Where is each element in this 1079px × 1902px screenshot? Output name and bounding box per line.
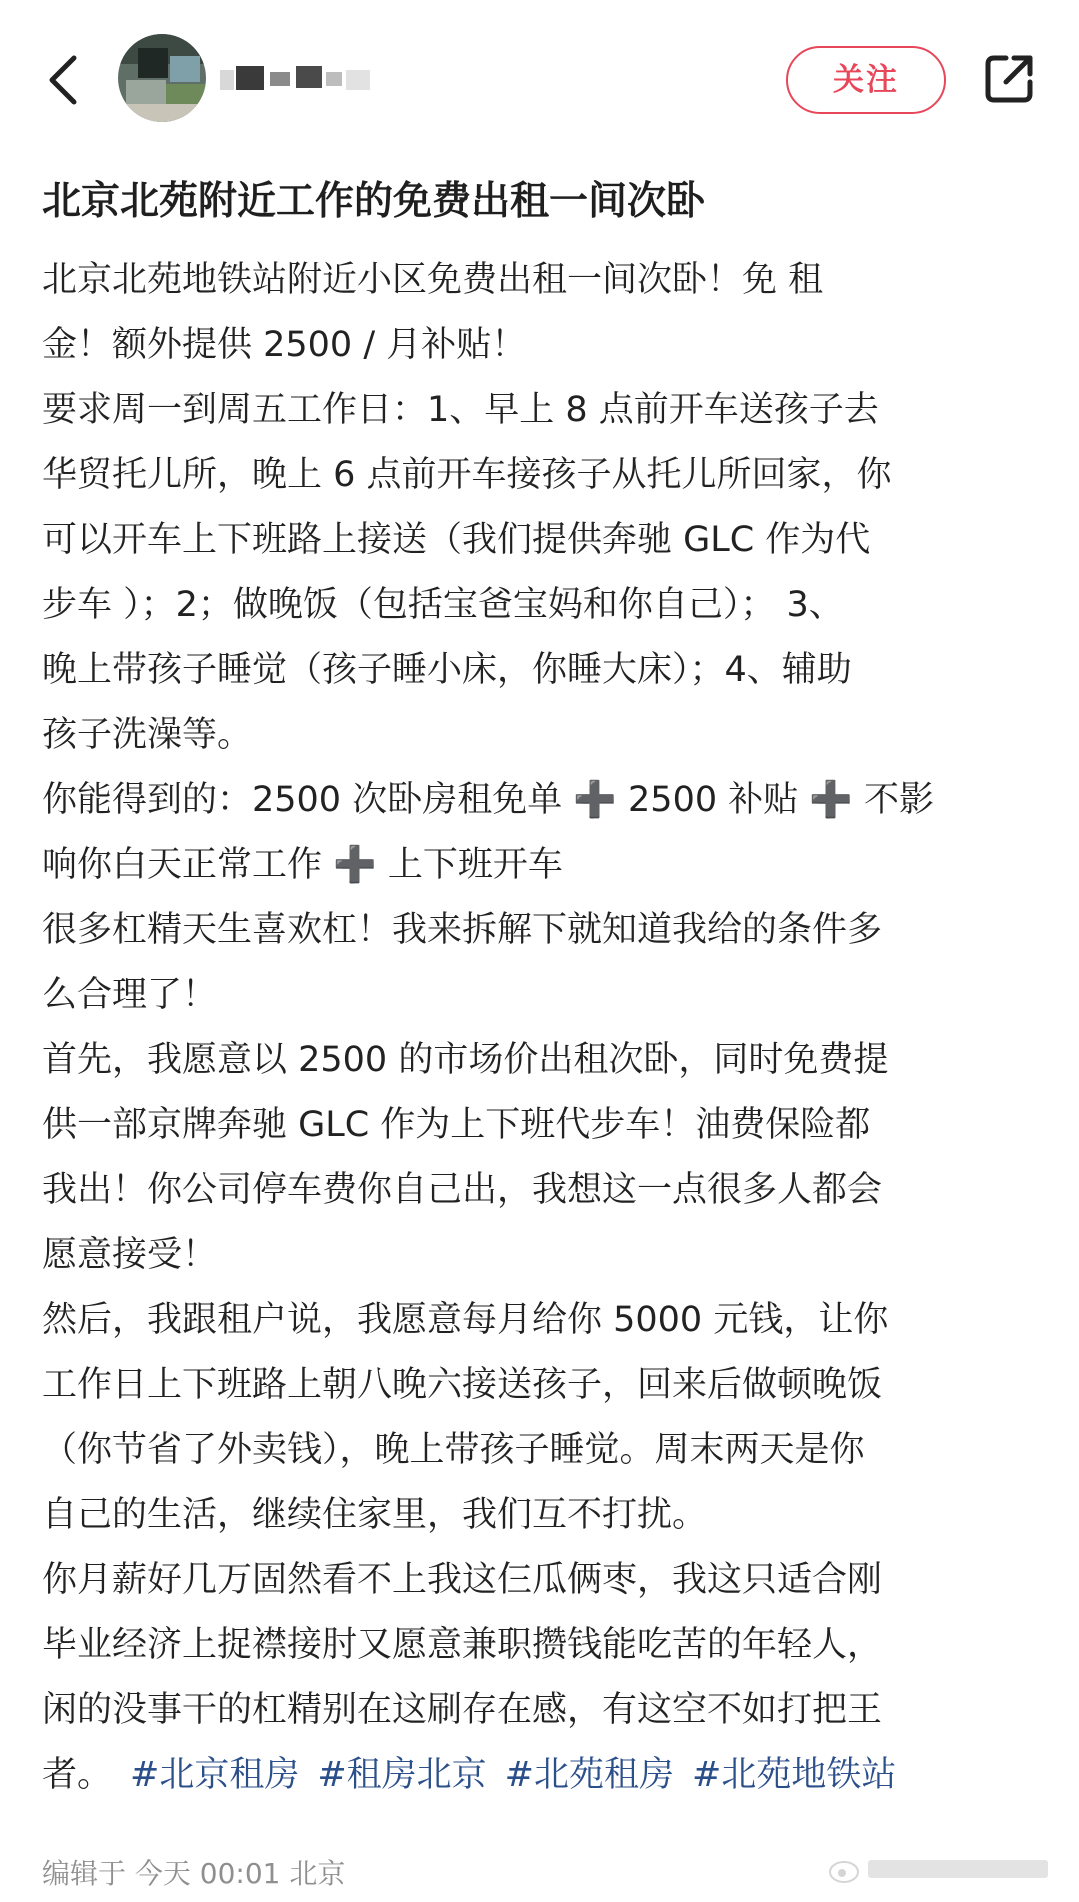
body-line: 晚上带孩子睡觉（孩子睡小床，你睡大床）；4、辅助 xyxy=(42,650,852,690)
body-line-last xyxy=(42,1743,1042,1808)
body-line: 闲的没事干的杠精别在这刷存在感，有这空不如打把王 xyxy=(42,1690,883,1730)
username-blurred[interactable] xyxy=(220,62,380,98)
body-line: 要求周一到周五工作日：1、早上 8 点前开车送孩子去 xyxy=(42,390,879,430)
body-line: 工作日上下班路上朝八晚六接送孩子，回来后做顿晚饭 xyxy=(42,1365,883,1405)
body-line: 金！额外提供 2500 / 月补贴！ xyxy=(42,325,527,365)
post-title: 北京北苑附近工作的免费出租一间次卧 xyxy=(42,179,706,224)
body-line: 华贸托儿所，晚上 6 点前开车接孩子从托儿所回家，你 xyxy=(42,455,892,495)
follow-button[interactable]: 关注 xyxy=(786,46,946,114)
hashtag-link[interactable]: #租房北京 xyxy=(317,1755,487,1795)
body-line: （你节省了外卖钱），晚上带孩子睡觉。周末两天是你 xyxy=(42,1430,865,1470)
body-line-tail: 者。 xyxy=(42,1755,113,1795)
post-body xyxy=(42,248,1042,1808)
post-meta: 编辑于 今天 00:01 北京 xyxy=(42,1857,346,1890)
body-line: 响你白天正常工作 ➕ 上下班开车 xyxy=(42,845,563,885)
body-line: 你能得到的：2500 次卧房租免单 ➕ 2500 补贴 ➕ 不影 xyxy=(42,780,935,820)
body-line: 我出！你公司停车费你自己出，我想这一点很多人都会 xyxy=(42,1170,883,1210)
body-line: 首先，我愿意以 2500 的市场价出租次卧，同时免费提 xyxy=(42,1040,889,1080)
post-header xyxy=(0,0,1079,170)
body-line: 自己的生活，继续住家里，我们互不打扰。 xyxy=(42,1495,708,1535)
body-line: 么合理了！ xyxy=(42,975,218,1015)
body-line: 毕业经济上捉襟接肘又愿意兼职攒钱能吃苦的年轻人， xyxy=(42,1625,883,1665)
share-button[interactable] xyxy=(982,50,1038,106)
body-line: 然后，我跟租户说，我愿意每月给你 5000 元钱，让你 xyxy=(42,1300,889,1340)
body-line: 愿意接受！ xyxy=(42,1235,218,1275)
back-button[interactable] xyxy=(40,50,90,110)
body-line: 你月薪好几万固然看不上我这仨瓜俩枣，我这只适合刚 xyxy=(42,1560,883,1600)
hashtag-link[interactable]: #北苑地铁站 xyxy=(692,1755,897,1795)
back-arrow-icon xyxy=(40,50,90,110)
avatar[interactable] xyxy=(118,34,206,122)
watermark-logo xyxy=(826,1852,1056,1886)
body-line: 步车 ）；2；做晚饭（包括宝爸宝妈和你自己）； 3、 xyxy=(42,585,844,625)
body-line: 孩子洗澡等。 xyxy=(42,715,253,755)
share-icon xyxy=(982,50,1038,106)
body-line: 北京北苑地铁站附近小区免费出租一间次卧！免 租 xyxy=(42,260,824,300)
hashtag-link[interactable]: #北京租房 xyxy=(130,1755,300,1795)
body-line: 可以开车上下班路上接送（我们提供奔驰 GLC 作为代 xyxy=(42,520,871,560)
hashtag-link[interactable]: #北苑租房 xyxy=(504,1755,674,1795)
body-line: 供一部京牌奔驰 GLC 作为上下班代步车！油费保险都 xyxy=(42,1105,871,1145)
body-line: 很多杠精天生喜欢杠！我来拆解下就知道我给的条件多 xyxy=(42,910,883,950)
